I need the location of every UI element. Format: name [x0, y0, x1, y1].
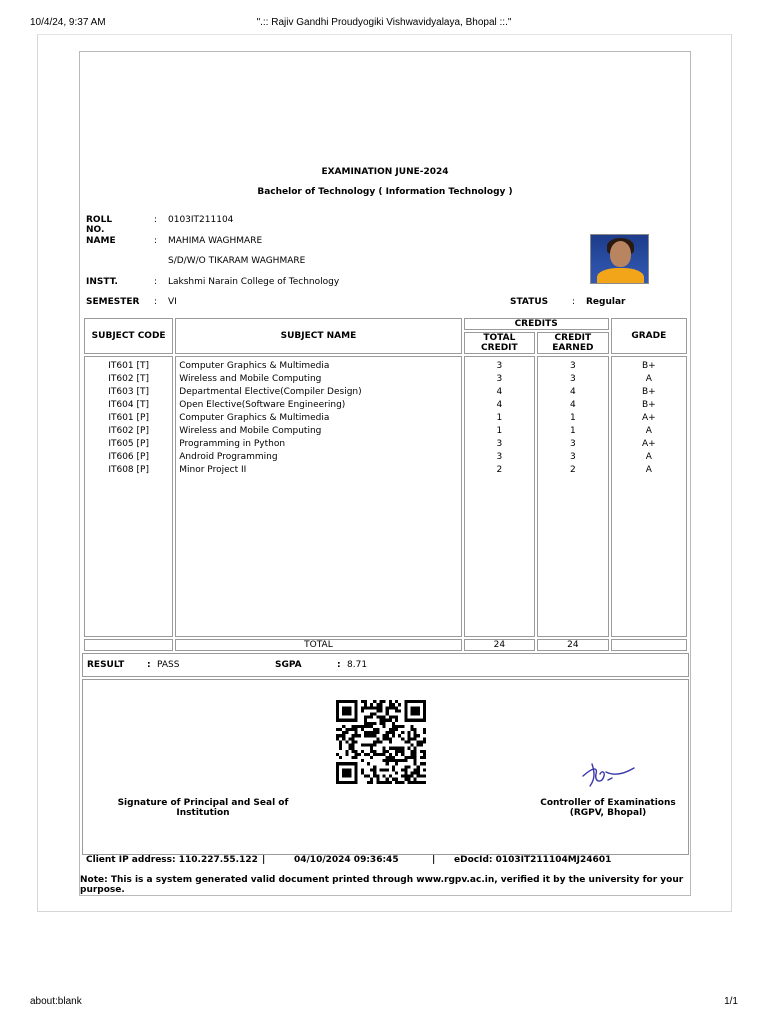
- row-grade: B+: [641, 387, 656, 397]
- header-grade: GRADE: [611, 318, 687, 354]
- total-label: TOTAL: [175, 639, 461, 651]
- row-code: IT601 [P]: [108, 413, 149, 423]
- colon: :: [572, 297, 576, 307]
- row-code: IT602 [T]: [108, 374, 149, 384]
- total-blank: [84, 639, 173, 651]
- row-code: IT605 [P]: [108, 439, 149, 449]
- institute-value: Lakshmi Narain College of Technology: [168, 277, 340, 287]
- total-grade-blank: [611, 639, 687, 651]
- row-total: 4: [496, 400, 503, 410]
- result-label: RESULT: [87, 660, 125, 670]
- roll-value: 0103IT211104: [168, 215, 234, 225]
- row-earned: 3: [569, 361, 576, 371]
- column-subject-name: [175, 356, 461, 637]
- student-photo: [590, 234, 649, 284]
- row-earned: 3: [569, 452, 576, 462]
- row-grade: B+: [641, 361, 656, 371]
- row-code: IT601 [T]: [108, 361, 149, 371]
- column-total-credit: [464, 356, 535, 637]
- controller-line2: (RGPV, Bhopal): [569, 808, 647, 818]
- parent-value: S/D/W/O TIKARAM WAGHMARE: [168, 256, 306, 266]
- row-total: 1: [496, 426, 503, 436]
- row-code: IT608 [P]: [108, 465, 149, 475]
- row-earned: 1: [569, 426, 576, 436]
- status-value: Regular: [586, 297, 626, 307]
- row-total: 4: [496, 387, 503, 397]
- colon: :: [154, 297, 158, 307]
- print-datetime: 10/4/24, 9:37 AM: [30, 17, 106, 28]
- row-grade: A+: [641, 439, 656, 449]
- controller-signature-icon: [578, 758, 638, 788]
- row-total: 1: [496, 413, 503, 423]
- row-code: IT604 [T]: [108, 400, 149, 410]
- marksheet: [79, 51, 691, 896]
- result-value: PASS: [157, 660, 180, 670]
- column-grade: [611, 356, 687, 637]
- exam-title: EXAMINATION JUNE-2024: [321, 167, 449, 177]
- marks-table: [82, 316, 689, 653]
- row-earned: 3: [569, 374, 576, 384]
- name-value: MAHIMA WAGHMARE: [168, 236, 263, 246]
- column-subject-code: [84, 356, 173, 637]
- status-label: STATUS: [510, 297, 549, 307]
- row-grade: A: [645, 452, 652, 462]
- header-credits: CREDITS: [464, 318, 609, 330]
- column-credit-earned: [537, 356, 609, 637]
- row-name: Minor Project II: [179, 465, 247, 475]
- total-credit-value: 24: [464, 639, 535, 651]
- row-total: 3: [496, 439, 503, 449]
- row-name: Computer Graphics & Multimedia: [179, 413, 330, 423]
- principal-signature-label: Signature of Principal and Seal of Institution: [117, 798, 289, 818]
- row-name: Open Elective(Software Engineering): [179, 400, 346, 410]
- edoc-id: eDocId: 0103IT211104MJ24601: [454, 855, 612, 865]
- colon: :: [337, 660, 341, 670]
- row-name: Wireless and Mobile Computing: [179, 374, 322, 384]
- result-row: [82, 653, 689, 677]
- row-name: Wireless and Mobile Computing: [179, 426, 322, 436]
- row-grade: A: [645, 465, 652, 475]
- print-url: about:blank: [30, 996, 82, 1007]
- total-earned-value: 24: [537, 639, 609, 651]
- print-timestamp: 04/10/2024 09:36:45: [294, 855, 399, 865]
- row-name: Android Programming: [179, 452, 278, 462]
- row-total: 3: [496, 374, 503, 384]
- row-code: IT603 [T]: [108, 387, 149, 397]
- colon: :: [147, 660, 151, 670]
- sgpa-value: 8.71: [347, 660, 368, 670]
- row-grade: A+: [641, 413, 656, 423]
- row-name: Programming in Python: [179, 439, 286, 449]
- system-note: Note: This is a system generated valid document printed through www.rgpv.ac.in, verified it by the university for your purpose.: [80, 875, 684, 895]
- colon: :: [154, 215, 158, 225]
- separator: |: [262, 855, 266, 865]
- row-earned: 4: [569, 387, 576, 397]
- header-total-credit: TOTAL CREDIT: [464, 332, 535, 354]
- row-code: IT602 [P]: [108, 426, 149, 436]
- semester-value: VI: [168, 297, 177, 307]
- sgpa-label: SGPA: [275, 660, 302, 670]
- separator: |: [432, 855, 436, 865]
- row-total: 3: [496, 452, 503, 462]
- controller-label: [513, 798, 703, 818]
- client-ip: Client IP address: 110.227.55.122: [86, 855, 258, 865]
- row-name: Departmental Elective(Compiler Design): [179, 387, 362, 397]
- signature-box: [82, 679, 689, 855]
- controller-line1: Controller of Examinations: [540, 798, 676, 808]
- row-earned: 4: [569, 400, 576, 410]
- row-earned: 2: [569, 465, 576, 475]
- row-name: Computer Graphics & Multimedia: [179, 361, 330, 371]
- semester-label: SEMESTER: [86, 297, 140, 307]
- roll-label: ROLL NO.: [86, 215, 113, 235]
- header-subject-code: SUBJECT CODE: [84, 318, 173, 354]
- row-total: 2: [496, 465, 503, 475]
- row-grade: B+: [641, 400, 656, 410]
- print-page-title: ".:: Rajiv Gandhi Proudyogiki Vishwavidyalaya, Bhopal ::.": [256, 17, 512, 28]
- institute-label: INSTT.: [86, 277, 118, 287]
- name-label: NAME: [86, 236, 116, 246]
- colon: :: [154, 236, 158, 246]
- colon: :: [154, 277, 158, 287]
- row-earned: 1: [569, 413, 576, 423]
- qr-code-icon: [336, 700, 426, 784]
- header-credit-earned: CREDIT EARNED: [537, 332, 609, 354]
- print-page-number: 1/1: [724, 996, 738, 1007]
- row-earned: 3: [569, 439, 576, 449]
- row-code: IT606 [P]: [108, 452, 149, 462]
- header-subject-name: SUBJECT NAME: [175, 318, 461, 354]
- row-grade: A: [645, 374, 652, 384]
- program-title: Bachelor of Technology ( Information Technology ): [257, 187, 513, 197]
- row-grade: A: [645, 426, 652, 436]
- row-total: 3: [496, 361, 503, 371]
